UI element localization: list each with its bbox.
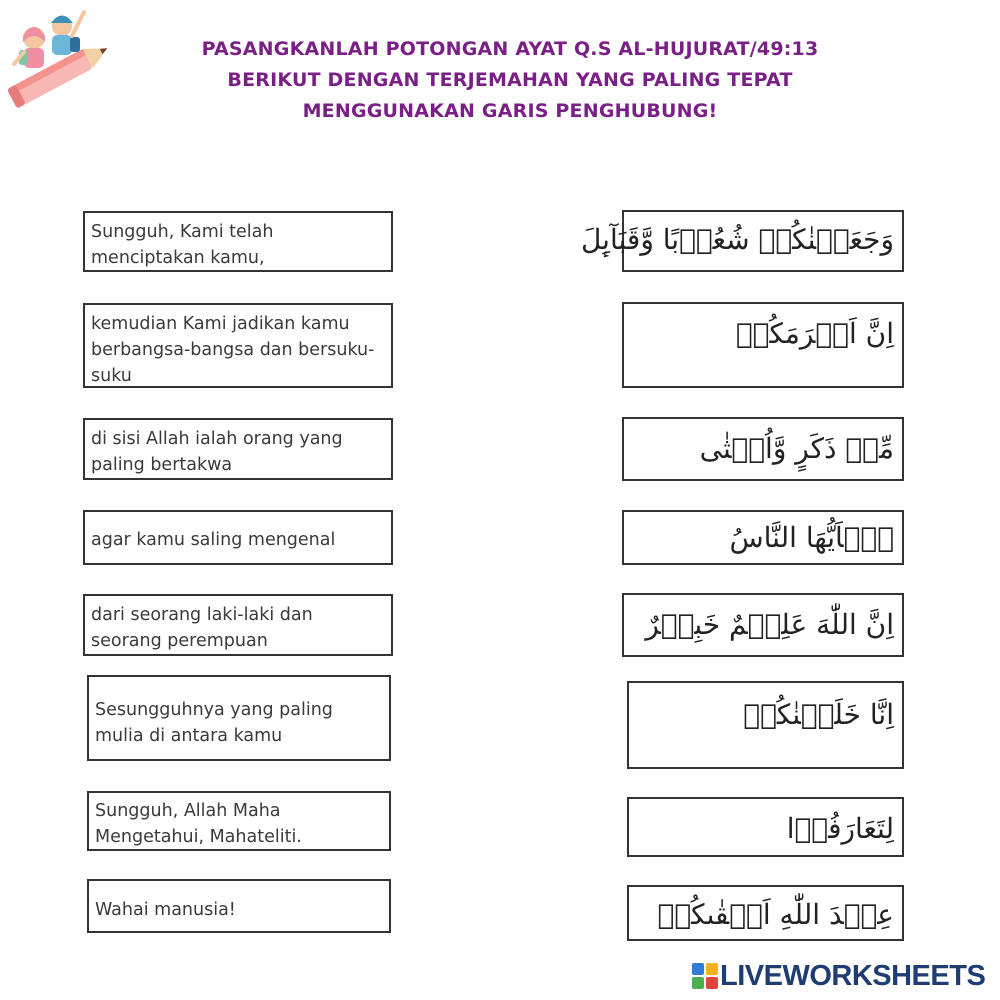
translation-text: kemudian Kami jadikan kamu berbangsa-bangsa dan bersuku- suku xyxy=(91,314,375,386)
translation-text: Sungguh, Kami telah menciptakan kamu, xyxy=(91,222,274,268)
verse-box-4[interactable] xyxy=(622,510,904,565)
translation-text: Sesungguhnya yang paling mulia di antara kamu xyxy=(95,700,333,746)
verse-box-1[interactable] xyxy=(580,210,904,272)
translation-box-7[interactable] xyxy=(87,791,391,851)
translation-text: dari seorang laki-laki dan seorang perempuan xyxy=(91,605,313,651)
page-title xyxy=(140,34,880,127)
translation-box-3[interactable] xyxy=(83,418,393,480)
title-line-1: PASANGKANLAH POTONGAN AYAT Q.S AL-HUJURAT/49:13 xyxy=(201,38,819,60)
verse-box-2[interactable] xyxy=(622,302,904,388)
verse-text: يٰۤاَيُّهَا النَّاسُ xyxy=(729,521,894,554)
liveworksheets-brand xyxy=(692,958,985,994)
verse-box-5[interactable] xyxy=(622,593,904,657)
verse-text: لِتَعَارَفُوۡا xyxy=(786,812,894,845)
brand-name: LIVEWORKSHEETS xyxy=(720,959,986,992)
verse-text: مِّنۡ ذَكَرٍ وَّاُنۡثٰى xyxy=(699,432,894,465)
verse-box-8[interactable] xyxy=(627,885,904,941)
verse-box-6[interactable] xyxy=(627,681,904,769)
verse-text: عِنۡدَ اللّٰهِ اَتۡقٰٮكُمۡ xyxy=(657,898,894,931)
verse-box-7[interactable] xyxy=(627,797,904,857)
translation-box-6[interactable] xyxy=(87,675,391,761)
translation-box-4[interactable] xyxy=(83,510,393,565)
translation-box-2[interactable] xyxy=(83,303,393,388)
verse-text: اِنَّا خَلَقۡنٰكُمۡ xyxy=(743,698,894,731)
kids-on-pencil-icon xyxy=(0,0,120,120)
translation-box-1[interactable] xyxy=(83,211,393,272)
translation-text: agar kamu saling mengenal xyxy=(91,530,336,550)
title-line-3: MENGGUNAKAN GARIS PENGHUBUNG! xyxy=(302,100,718,122)
translation-text: Sungguh, Allah Maha Mengetahui, Mahateliti. xyxy=(95,801,302,847)
verse-text: اِنَّ اَكۡرَمَكُمۡ xyxy=(735,317,894,350)
translation-text: Wahai manusia! xyxy=(95,900,236,920)
verse-text: اِنَّ اللّٰهَ عَلِيۡمٌ خَبِيۡرٌ xyxy=(645,608,894,641)
translation-box-8[interactable] xyxy=(87,879,391,933)
translation-text: di sisi Allah ialah orang yang paling bertakwa xyxy=(91,429,343,475)
verse-box-3[interactable] xyxy=(622,417,904,481)
translation-box-5[interactable] xyxy=(83,594,393,656)
liveworksheets-logo-icon xyxy=(692,963,718,989)
title-line-2: BERIKUT DENGAN TERJEMAHAN YANG PALING TEPAT xyxy=(227,69,793,91)
verse-text: وَجَعَلۡنٰكُمۡ شُعُوۡبًا وَّقَبَآٮِٕلَ xyxy=(580,223,894,256)
